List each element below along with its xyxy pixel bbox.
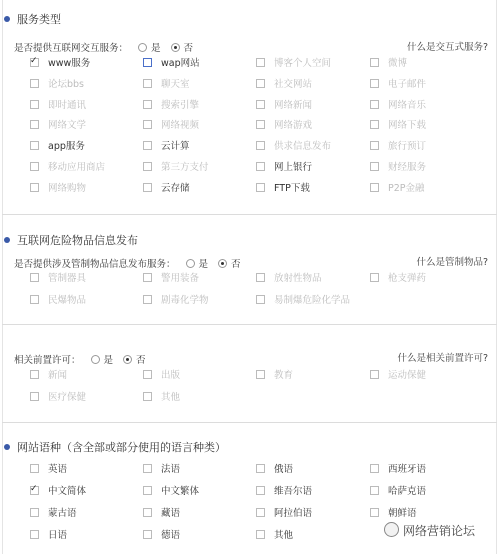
- checkbox-icon[interactable]: [256, 273, 265, 282]
- checkbox-label: FTP下载: [274, 182, 310, 194]
- checkbox-option[interactable]: [30, 119, 86, 133]
- checkbox-icon[interactable]: [30, 392, 39, 401]
- checkbox-option[interactable]: [143, 182, 190, 196]
- divider: [2, 324, 497, 325]
- checkbox-option[interactable]: [143, 99, 199, 113]
- radio-yes[interactable]: [138, 43, 147, 52]
- checkbox-option[interactable]: [30, 161, 105, 175]
- checkbox-option[interactable]: [370, 57, 407, 71]
- checkbox-label: 哈萨克语: [388, 486, 427, 497]
- radio-no[interactable]: [123, 355, 132, 364]
- checkbox-option[interactable]: [30, 391, 86, 405]
- checkbox-option[interactable]: [30, 369, 67, 383]
- section-title-languages: 网站语种（含全部或部分使用的语言种类）: [4, 439, 226, 455]
- checkbox-icon[interactable]: [30, 295, 39, 304]
- checkbox-label: 博客个人空间: [274, 58, 332, 69]
- radio-yes[interactable]: [186, 259, 195, 268]
- help-link-interactive-service[interactable]: 什么是交互式服务?: [406, 42, 488, 53]
- checkbox-icon[interactable]: [30, 183, 39, 192]
- checkbox-option[interactable]: [256, 294, 350, 308]
- controlled-goods-question: 是否提供涉及管制物品信息发布服务： 是 否: [14, 259, 241, 270]
- checkbox-label: 电子邮件: [388, 78, 427, 90]
- radio-no[interactable]: [171, 43, 180, 52]
- checkbox-label: 网络视频: [161, 120, 200, 132]
- checkbox-icon[interactable]: [143, 141, 152, 150]
- checkbox-label: 法语: [161, 464, 181, 475]
- checkbox-option[interactable]: [143, 485, 199, 499]
- checkbox-icon[interactable]: [30, 370, 39, 379]
- checkbox-icon[interactable]: [143, 370, 152, 379]
- checkbox-label: 阿拉伯语: [274, 508, 313, 519]
- checkbox-label: 第三方支付: [161, 162, 209, 173]
- help-link-controlled-goods[interactable]: 什么是管制物品?: [416, 257, 488, 268]
- checkbox-label: 旅行预订: [388, 141, 427, 153]
- checkbox-option[interactable]: [256, 78, 312, 92]
- checkbox-icon[interactable]: [256, 486, 265, 495]
- divider: [2, 422, 497, 423]
- checkbox-label: 财经服务: [388, 162, 427, 173]
- checkbox-option[interactable]: [143, 140, 190, 154]
- checkbox-label: 供求信息发布: [274, 141, 332, 153]
- checkbox-icon[interactable]: [370, 58, 379, 67]
- checkbox-option[interactable]: [30, 272, 86, 286]
- checkbox-icon[interactable]: [370, 183, 379, 192]
- checkbox-label: 搜索引擎: [161, 99, 200, 111]
- checkbox-option[interactable]: [143, 78, 190, 92]
- checkbox-icon[interactable]: [143, 183, 152, 192]
- checkbox-option[interactable]: [143, 294, 209, 308]
- checkbox-label: 网络音乐: [388, 99, 427, 111]
- checkbox-label: 中文繁体: [161, 486, 200, 497]
- checkbox-icon[interactable]: [30, 79, 39, 88]
- checkbox-option[interactable]: [370, 119, 426, 133]
- checkbox-option[interactable]: [30, 463, 67, 477]
- checkbox-icon[interactable]: [370, 370, 379, 379]
- section-title-service-type: 服务类型: [4, 11, 61, 27]
- checkbox-icon[interactable]: [256, 120, 265, 129]
- checkbox-label: 其他: [161, 392, 181, 403]
- checkbox-label: 网络新闻: [274, 99, 313, 111]
- checkbox-icon[interactable]: [256, 79, 265, 88]
- checkbox-option[interactable]: [256, 369, 293, 383]
- checkbox-label: 移动应用商店: [48, 162, 106, 173]
- checkbox-icon[interactable]: [370, 486, 379, 495]
- checkbox-icon[interactable]: [256, 141, 265, 150]
- checkbox-icon[interactable]: [256, 295, 265, 304]
- bullet-icon: [4, 16, 10, 22]
- wechat-logo-icon: [384, 522, 399, 537]
- checkbox-icon[interactable]: [256, 530, 265, 539]
- checkbox-option[interactable]: [370, 485, 426, 499]
- checkbox-icon[interactable]: [30, 162, 39, 171]
- checkbox-icon[interactable]: [30, 141, 39, 150]
- checkbox-option[interactable]: [256, 463, 293, 477]
- checkbox-icon[interactable]: [370, 464, 379, 473]
- checkbox-label: 管制器具: [48, 273, 87, 284]
- checkbox-label: 云计算: [161, 141, 190, 153]
- checkbox-icon[interactable]: [256, 464, 265, 473]
- checkbox-label: 放射性物品: [274, 273, 322, 284]
- section-title-dangerous-goods: 互联网危险物品信息发布: [4, 232, 138, 248]
- checkbox-label: app服务: [48, 141, 85, 153]
- checkbox-option[interactable]: [370, 507, 417, 521]
- checkbox-label: wap网站: [161, 58, 200, 69]
- checkbox-icon[interactable]: [256, 370, 265, 379]
- checkbox-label: 医疗保健: [48, 392, 87, 403]
- checkbox-label: 网络下载: [388, 120, 427, 132]
- checkbox-icon[interactable]: [143, 58, 152, 67]
- checkbox-label: 维吾尔语: [274, 486, 313, 497]
- checkbox-option[interactable]: [30, 485, 86, 499]
- checkbox-label: 英语: [48, 464, 68, 475]
- checkbox-label: 蒙古语: [48, 508, 77, 519]
- checkbox-option[interactable]: [30, 140, 85, 154]
- checkbox-label: P2P金融: [388, 182, 425, 194]
- checkbox-label: 朝鲜语: [388, 508, 417, 519]
- checkbox-option[interactable]: [143, 161, 209, 175]
- checkbox-label: 俄语: [274, 464, 294, 475]
- checkbox-icon[interactable]: [370, 273, 379, 282]
- checkbox-icon[interactable]: [143, 508, 152, 517]
- checkbox-label: 网络购物: [48, 182, 87, 194]
- checkbox-icon[interactable]: [143, 79, 152, 88]
- checkbox-option[interactable]: [143, 119, 199, 133]
- prior-permit-question: 相关前置许可： 是 否: [14, 355, 146, 366]
- checkbox-icon[interactable]: [143, 295, 152, 304]
- checkbox-option[interactable]: [370, 78, 426, 92]
- checkbox-icon[interactable]: [143, 162, 152, 171]
- checkbox-label: 易制爆危险化学品: [274, 295, 351, 306]
- checkbox-label: 网络游戏: [274, 120, 313, 132]
- checkbox-option[interactable]: [30, 529, 67, 543]
- checkbox-label: 新闻: [48, 370, 68, 381]
- checkbox-label: 网上银行: [274, 162, 313, 173]
- checkbox-option[interactable]: [256, 182, 310, 196]
- checkbox-option[interactable]: [256, 529, 293, 543]
- checkbox-option[interactable]: [30, 57, 90, 71]
- checkbox-option[interactable]: [256, 272, 322, 286]
- checkbox-option[interactable]: [256, 57, 331, 71]
- checkbox-label: 枪支弹药: [388, 273, 427, 284]
- checkbox-icon[interactable]: [30, 508, 39, 517]
- checkbox-option[interactable]: [30, 507, 77, 521]
- checkbox-option[interactable]: [143, 369, 180, 383]
- checkbox-option[interactable]: [370, 99, 426, 113]
- checkbox-label: 民爆物品: [48, 295, 87, 306]
- checkbox-icon[interactable]: [256, 183, 265, 192]
- checkbox-label: 教育: [274, 370, 294, 381]
- checkbox-option[interactable]: [256, 485, 312, 499]
- checkbox-option[interactable]: [256, 119, 312, 133]
- checkbox-label: 论坛bbs: [48, 78, 85, 90]
- checkbox-label: 即时通讯: [48, 99, 87, 111]
- bullet-icon: [4, 237, 10, 243]
- checkbox-label: 云存储: [161, 182, 190, 194]
- checkbox-option[interactable]: [256, 161, 312, 175]
- checkbox-icon[interactable]: [370, 162, 379, 171]
- checkbox-icon[interactable]: [30, 100, 39, 109]
- divider: [2, 214, 497, 215]
- checkbox-label: 聊天室: [161, 78, 190, 90]
- checkbox-option[interactable]: [30, 99, 86, 113]
- checkbox-icon[interactable]: [143, 100, 152, 109]
- checkbox-option[interactable]: [143, 272, 199, 286]
- checkbox-option[interactable]: [143, 529, 180, 543]
- watermark: 网络营销论坛: [384, 522, 475, 539]
- checkbox-icon[interactable]: [370, 508, 379, 517]
- checkbox-icon[interactable]: [143, 120, 152, 129]
- checkbox-option[interactable]: [370, 463, 426, 477]
- checkbox-option[interactable]: [256, 507, 312, 521]
- checkbox-label: 德语: [161, 530, 181, 541]
- checkbox-label: 微博: [388, 58, 408, 69]
- checkbox-checked-icon[interactable]: [30, 58, 39, 67]
- checkbox-label: 运动保健: [388, 370, 427, 381]
- checkbox-icon[interactable]: [30, 273, 39, 282]
- checkbox-icon[interactable]: [143, 392, 152, 401]
- checkbox-option[interactable]: [143, 507, 180, 521]
- checkbox-option[interactable]: [143, 463, 180, 477]
- checkbox-icon[interactable]: [30, 530, 39, 539]
- checkbox-option[interactable]: [370, 369, 426, 383]
- checkbox-label: 日语: [48, 530, 68, 541]
- interactive-service-question: 是否提供互联网交互服务： 是 否: [14, 43, 194, 54]
- checkbox-icon[interactable]: [143, 273, 152, 282]
- checkbox-option[interactable]: [30, 294, 86, 308]
- checkbox-option[interactable]: [370, 161, 426, 175]
- checkbox-icon[interactable]: [143, 486, 152, 495]
- checkbox-icon[interactable]: [256, 508, 265, 517]
- radio-no[interactable]: [218, 259, 227, 268]
- checkbox-label: 出版: [161, 370, 181, 381]
- checkbox-icon[interactable]: [256, 58, 265, 67]
- checkbox-icon[interactable]: [143, 464, 152, 473]
- checkbox-option[interactable]: [256, 140, 331, 154]
- checkbox-icon[interactable]: [143, 530, 152, 539]
- checkbox-icon[interactable]: [370, 100, 379, 109]
- checkbox-icon[interactable]: [370, 141, 379, 150]
- checkbox-label: 剧毒化学物: [161, 295, 209, 306]
- checkbox-option[interactable]: [256, 99, 312, 113]
- checkbox-label: www服务: [48, 58, 91, 69]
- checkbox-label: 社交网站: [274, 78, 313, 90]
- checkbox-icon[interactable]: [30, 120, 39, 129]
- bullet-icon: [4, 444, 10, 450]
- checkbox-icon[interactable]: [256, 162, 265, 171]
- checkbox-checked-icon[interactable]: [30, 486, 39, 495]
- checkbox-option[interactable]: [143, 57, 200, 71]
- checkbox-option[interactable]: [30, 182, 86, 196]
- checkbox-option[interactable]: [370, 182, 425, 196]
- checkbox-option[interactable]: [30, 78, 84, 92]
- checkbox-icon[interactable]: [256, 100, 265, 109]
- checkbox-label: 藏语: [161, 508, 181, 519]
- checkbox-label: 西班牙语: [388, 464, 427, 475]
- checkbox-option[interactable]: [143, 391, 180, 405]
- checkbox-label: 网络文学: [48, 120, 87, 132]
- radio-yes[interactable]: [91, 355, 100, 364]
- checkbox-icon[interactable]: [370, 79, 379, 88]
- checkbox-label: 中文简体: [48, 486, 87, 497]
- checkbox-label: 其他: [274, 530, 294, 541]
- checkbox-option[interactable]: [370, 272, 426, 286]
- checkbox-option[interactable]: [370, 140, 426, 154]
- checkbox-icon[interactable]: [370, 120, 379, 129]
- checkbox-icon[interactable]: [30, 464, 39, 473]
- help-link-prior-permit[interactable]: 什么是相关前置许可?: [397, 353, 488, 364]
- checkbox-label: 警用装备: [161, 273, 200, 284]
